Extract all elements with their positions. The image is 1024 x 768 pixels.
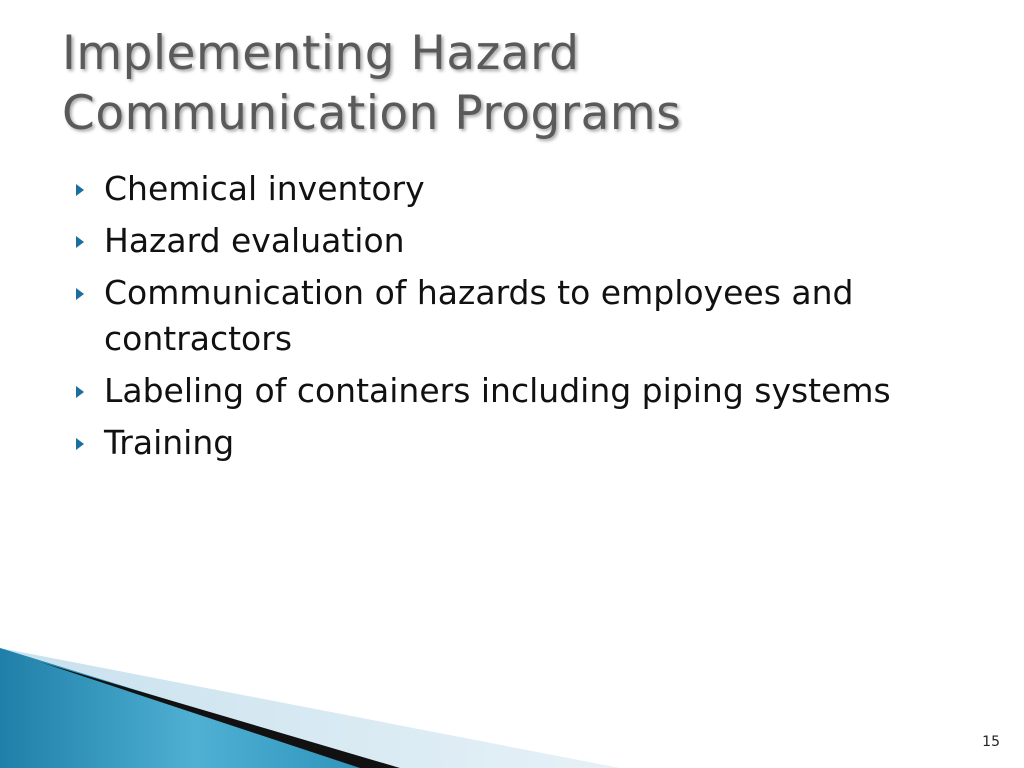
right-triangle-bullet-icon <box>76 236 84 248</box>
page-number: 15 <box>982 734 1000 750</box>
bullet-text: Labeling of containers including piping systems <box>104 371 891 410</box>
bullet-text: Hazard evaluation <box>104 221 405 260</box>
right-triangle-bullet-icon <box>76 438 84 450</box>
bullet-item <box>74 420 974 466</box>
bullet-item <box>74 166 974 212</box>
bullet-item <box>74 368 974 414</box>
bullet-list <box>74 166 974 472</box>
bullet-text: Communication of hazards to employees and contractors <box>104 273 854 358</box>
bullet-item <box>74 270 974 362</box>
bullet-item <box>74 218 974 264</box>
slide-title: Implementing Hazard Communication Programs <box>62 26 682 141</box>
bullet-text: Chemical inventory <box>104 169 425 208</box>
teal-band <box>0 648 390 768</box>
right-triangle-bullet-icon <box>76 184 84 196</box>
right-triangle-bullet-icon <box>76 288 84 300</box>
bullet-text: Training <box>104 423 235 462</box>
right-triangle-bullet-icon <box>76 386 84 398</box>
black-stripe <box>40 662 400 768</box>
light-blue-band <box>0 648 620 768</box>
